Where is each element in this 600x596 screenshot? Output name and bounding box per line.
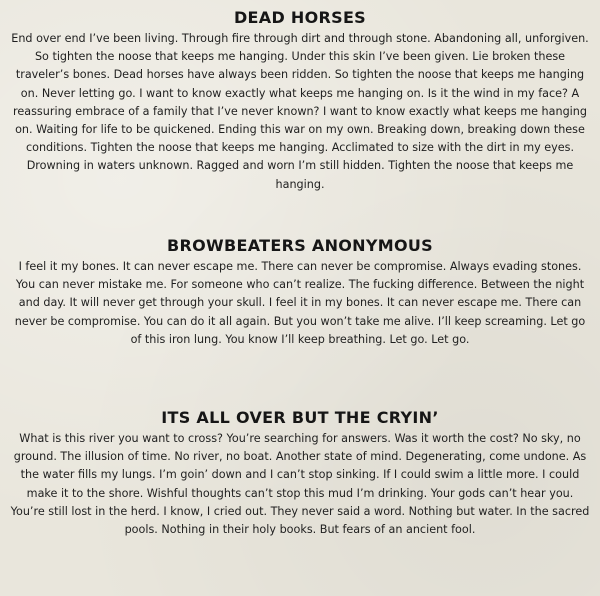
song-dead-horses [8, 8, 592, 194]
song-its-all-over-but-the-cryin [8, 408, 592, 539]
song-lyrics: What is this river you want to cross? You’re searching for answers. Was it worth the cost? No sky, no ground. The illusion of time. No river, no boat. Another state of mind. Degenerating, come undone. As the water fills my lungs. I’m goin’ down and I can’t stop sinking. If I could swim a little more. I could make it to the shore. Wishful thoughts can’t stop this mud I’m drinking. Your gods can’t hear you. You’re still lost in the herd. I know, I cried out. They never said a word. Nothing but water. In the sacred pools. Nothing in their holy books. But fears of an ancient fool. [10, 432, 590, 537]
song-title: BROWBEATERS ANONYMOUS [167, 236, 433, 255]
song-browbeaters-anonymous [8, 236, 592, 349]
song-lyrics: I feel it my bones. It can never escape me. There can never be compromise. Always evading stones. You can never mistake me. For someone who can’t realize. The fucking difference. Between the night and day. It will never get through your skull. I feel it in my bones. It can never escape me. There can never be compromise. You can do it all again. But you won’t take me alive. I’ll keep screaming. Let go of this iron lung. You know I’ll keep breathing. Let go. Let go. [14, 260, 586, 346]
song-title: DEAD HORSES [233, 8, 367, 27]
song-lyrics: End over end I’ve been living. Through fire through dirt and through stone. Abandoning all, unforgiven. So tighten the noose that keeps me hanging. Under this skin I’ve been given. Lie broken these traveler’s bones. Dead horses have always been ridden. So tighten the noose that keeps me hanging on. Never letting go. I want to know exactly what keeps me hanging on. Is it the wind in my face? A reassuring embrace of a family that I’ve never known? I want to know exactly what keeps me hanging on. Waiting for life to be quickened. Ending this war on my own. Breaking down, breaking down these conditions. Tighten the noose that keeps me hanging. Acclimated to size with the dirt in my eyes. Drowning in waters unknown. Ragged and worn I’m still hidden. Tighten the noose that keeps me hanging. [11, 32, 589, 191]
song-title: ITS ALL OVER BUT THE CRYIN’ [161, 408, 439, 427]
